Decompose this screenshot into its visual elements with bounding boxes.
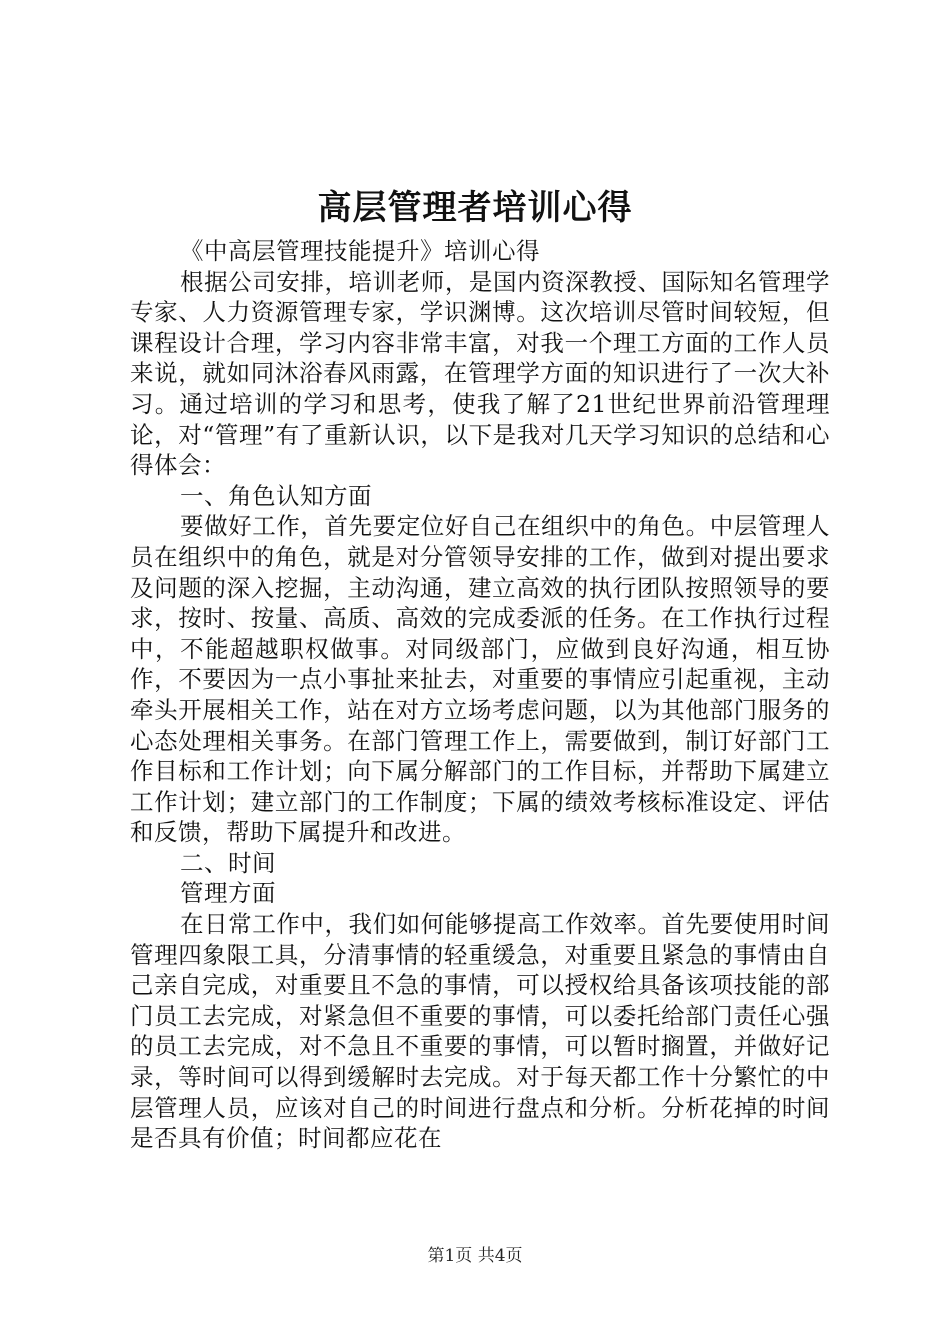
paragraph-time: 在日常工作中，我们如何能够提高工作效率。首先要使用时间管理四象限工具，分清事情的轻重缓急，对重要且紧急的事情由自己亲自完成，对重要且不急的事情，可以授权给具备该项技能的部门员工去完成，对紧急但不重要的事情，可以委托给部门责任心强的员工去完成，对不急且不重要的事情，可以暂时搁置，并做好记录，等时间可以得到缓解时去完成。对于每天都工作十分繁忙的中层管理人员，应该对自己的时间进行盘点和分析。分析花掉的时间是否具有价值；时间都应花在	[130, 910, 830, 1153]
paragraph-subtitle: 《中高层管理技能提升》培训心得	[180, 237, 540, 265]
page-footer: 第1页 共4页	[427, 1246, 523, 1266]
section-heading-time-cont: 管理方面	[180, 879, 276, 908]
section-heading-time: 二、时间	[180, 848, 276, 877]
paragraph-role: 要做好工作，首先要定位好自己在组织中的角色。中层管理人员在组织中的角色，就是对分管领导安排的工作，做到对提出要求及问题的深入挖掘，主动沟通，建立高效的执行团队按照领导的要求，按时、按量、高质、高效的完成委派的任务。在工作执行过程中，不能超越职权做事。对同级部门，应做到良好沟通，相互协作，不要因为一点小事扯来扯去，对重要的事情应引起重视，主动牵头开展相关工作，站在对方立场考虑问题，以为其他部门服务的心态处理相关事务。在部门管理工作上，需要做到，制订好部门工作目标和工作计划；向下属分解部门的工作目标，并帮助下属建立工作计划；建立部门的工作制度；下属的绩效考核标准设定、评估和反馈，帮助下属提升和改进。	[130, 512, 830, 847]
document-body	[130, 236, 830, 1154]
document-title: 高层管理者培训心得	[317, 188, 633, 228]
section-heading-role: 一、角色认知方面	[180, 481, 372, 510]
paragraph-intro: 根据公司安排，培训老师，是国内资深教授、国际知名管理学专家、人力资源管理专家，学识渊博。这次培训尽管时间较短，但课程设计合理，学习内容非常丰富，对我一个理工方面的工作人员来说，就如同沐浴春风雨露，在管理学方面的知识进行了一次大补习。通过培训的学习和思考，使我了解了21世纪世界前沿管理理论，对“管理”有了重新认识，以下是我对几天学习知识的总结和心得体会：	[130, 267, 830, 480]
